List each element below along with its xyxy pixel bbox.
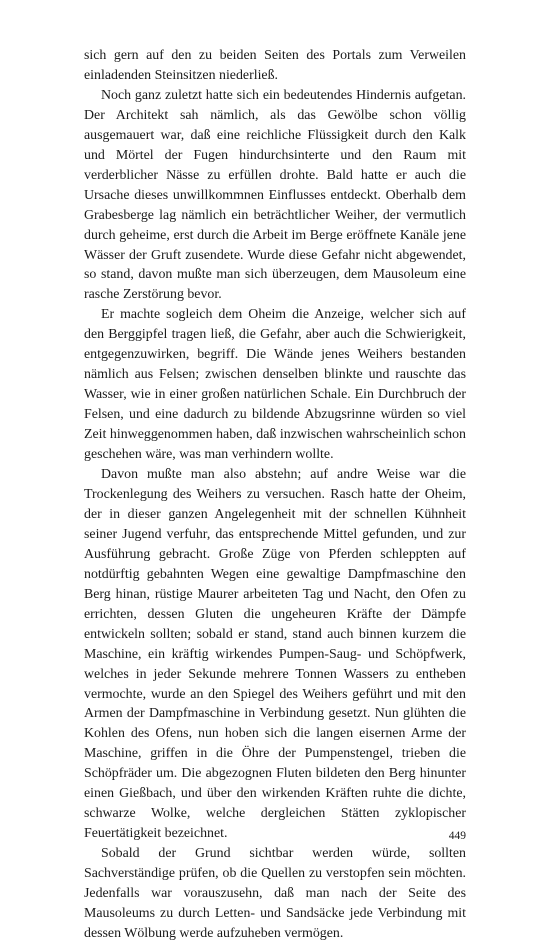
- paragraph-continuation: sich gern auf den zu beiden Seiten des Portals zum Verweilen einladenden Steinsitzen niederließ.: [84, 48, 466, 83]
- body-text: [84, 46, 466, 944]
- paragraph-grund: Sobald der Grund sichtbar werden würde, sollten Sachverständige prüfen, ob die Quellen zu verstopfen sein möchten. Jedenfalls war vorauszusehn, daß man nach der Seite des Mausoleums zu durch Letten- und Sandsäcke jede Verbindung mit dessen Wölbung werde aufzuheben vermögen.: [84, 846, 466, 941]
- paragraph-hindernis: Noch ganz zuletzt hatte sich ein bedeutendes Hindernis aufgetan. Der Architekt sah nämlich, als das Gewölbe schon völlig ausgemauert war, daß eine reichliche Flüssigkeit durch den Kalk und Mörtel der Fugen hindurchsinterte und den Raum mit verderblicher Nässe zu erfüllen drohte. Bald hatte er auch die Ursache dieses unwillkommnen Einflusses entdeckt. Oberhalb dem Grabesberge lag nämlich ein beträchtlicher Weiher, der vermutlich durch geheime, erst durch die Arbeit im Berge eröffnete Kanäle jene Wässer der Gruft zusendete. Wurde diese Gefahr nicht abgewendet, so stand, davon mußte man sich überzeugen, dem Mausoleum eine rasche Zerstörung bevor.: [84, 87, 466, 303]
- paragraph-anzeige: Er machte sogleich dem Oheim die Anzeige, welcher sich auf den Berggipfel tragen ließ, die Gefahr, aber auch die Schwierigkeit, entgegenzuwirken, begriff. Die Wände jenes Weihers bestanden nämlich aus Felsen; zwischen denselben blinkte und rauschte das Wasser, wie in einer großen natürlichen Schale. Ein Durchbruch der Felsen, und eine dadurch zu bildende Abzugsrinne würden so viel Zeit hinweggenommen haben, daß inzwischen wahrscheinlich schon geschehen wäre, was man verhindern wollte.: [84, 307, 466, 463]
- paragraph-trockenlegung: Davon mußte man also abstehn; auf andre Weise war die Trockenlegung des Weihers zu versuchen. Rasch hatte der Oheim, der in dieser ganzen Angelegenheit mit der schnellen Kühnheit seiner Jugend verfuhr, das entsprechende Mittel gefunden, und zur Ausführung gebracht. Große Züge von Pferden schleppten auf notdürftig gebahnten Wegen eine gewaltige Dampfmaschine den Berg hinan, rüstige Maurer arbeiteten Tag und Nacht, den Ofen zu errichten, dessen Gluten die ungeheuren Kräfte der Dämpfe entwickeln sollten; sobald er stand, stand auch binnen kurzem die Maschine, ein kräftig wirkendes Pumpen-Saug- und Schöpfwerk, welches in jeder Sekunde mehrere Tonnen Wassers zu entheben vermochte, wurde an den Spiegel des Weihers geführt und mit den Armen der Dampfmaschine in Verbindung gesetzt. Nun glühten die Kohlen des Ofens, nun hoben sich die langen eisernen Arme der Maschine, griffen in die Öhre der Pumpenstengel, trieben die Schöpfräder um. Die abgezognen Fluten bildeten den Berg hinunter einen Gießbach, und über den wirkenden Kräften ruhte die dichte, schwarze Wolke, welche dergleichen Stätten zyklopischer Feuertätigkeit bezeichnet.: [84, 467, 466, 842]
- page-number: 449: [448, 830, 466, 842]
